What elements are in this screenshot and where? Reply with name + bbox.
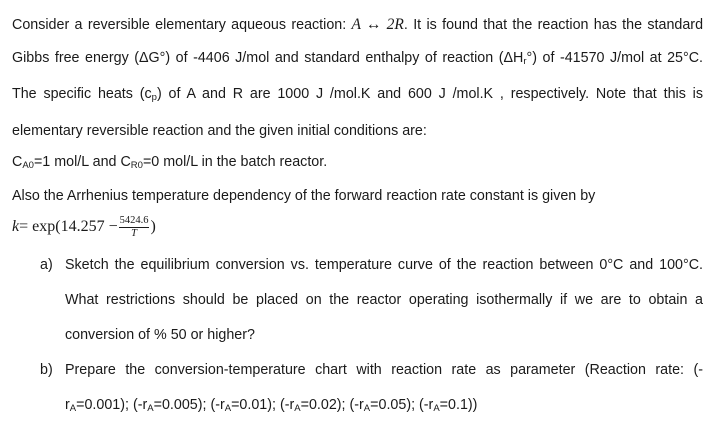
rate-open: (-r xyxy=(132,397,148,413)
rate-value: =0.001); xyxy=(76,397,133,413)
rate-subscript: A xyxy=(69,403,77,414)
question-b xyxy=(12,353,703,426)
rate-subscript: A xyxy=(433,403,440,414)
ca-symbol: C xyxy=(12,154,23,170)
rate-open: (-r xyxy=(419,397,434,413)
cp-subscript: p xyxy=(151,92,157,103)
question-b-text xyxy=(65,353,703,426)
rate-value: =0.02); xyxy=(300,397,350,413)
formula-k: k xyxy=(12,218,20,235)
initial-conditions xyxy=(12,147,703,181)
fraction-denominator: T xyxy=(131,227,137,239)
rate-open: (-r xyxy=(210,397,225,413)
question-a xyxy=(12,248,703,353)
rate-open: (-r xyxy=(349,397,364,413)
problem-statement xyxy=(12,9,703,147)
enthalpy-subscript: r xyxy=(523,55,527,67)
question-list xyxy=(12,248,703,426)
rate-value: =0.01); xyxy=(231,397,280,413)
rate-value: =0.05); xyxy=(370,397,420,413)
formula-fraction xyxy=(119,215,150,240)
question-a-marker: a) xyxy=(40,257,53,273)
specific-heats-text: ) of A and R are 1000 J /mol.K and 600 J /mol.K , respectively. Note that this is elementary reversible reaction and the given initial conditions are: xyxy=(12,86,703,139)
formula-exp: = exp(14.257 − xyxy=(19,218,118,235)
rate-subscript: A xyxy=(294,403,301,414)
cr0-subscript: R0 xyxy=(130,160,143,171)
question-a-text: Sketch the equilibrium conversion vs. temperature curve of the reaction between 0°C and 100°C. What restrictions should be placed on the reactor operating isothermally if we are to obtain a conversion of % 50 or higher? xyxy=(65,257,703,343)
arrhenius-intro: Also the Arrhenius temperature dependency of the forward reaction rate constant is given by xyxy=(12,188,596,204)
rate-value: =0.1)) xyxy=(439,397,478,413)
initial-conditions-end: =0 mol/L in the batch reactor. xyxy=(142,154,328,170)
rate-subscript: A xyxy=(147,403,154,414)
rate-open: (-r xyxy=(65,362,703,413)
reaction-equation: A ↔ 2R xyxy=(351,16,404,33)
fraction-numerator: 5424.6 xyxy=(119,214,149,226)
question-b-intro: Prepare the conversion-temperature chart with reaction rate as parameter (Reaction rate: xyxy=(65,362,694,378)
intro-text: Consider a reversible elementary aqueous reaction: xyxy=(12,17,352,33)
initial-conditions-mid: =1 mol/L and C xyxy=(33,154,131,170)
rate-open: (-r xyxy=(279,397,295,413)
rate-subscript: A xyxy=(224,403,232,414)
question-b-marker: b) xyxy=(40,362,53,378)
rate-subscript: A xyxy=(363,403,371,414)
gibbs-enthalpy-text: . It is found that the reaction has the standard Gibbs free energy (ΔG°) of -4406 J/mol and standard enthalpy of reaction (ΔH xyxy=(12,17,704,66)
formula-close: ) xyxy=(150,218,156,235)
ca0-subscript: A0 xyxy=(22,160,34,171)
rate-value: =0.005); xyxy=(153,397,211,413)
arrhenius-formula xyxy=(12,208,703,246)
enthalpy-value-text: °) of -41570 J/mol at 25°C. The specific heats (c xyxy=(12,49,704,102)
